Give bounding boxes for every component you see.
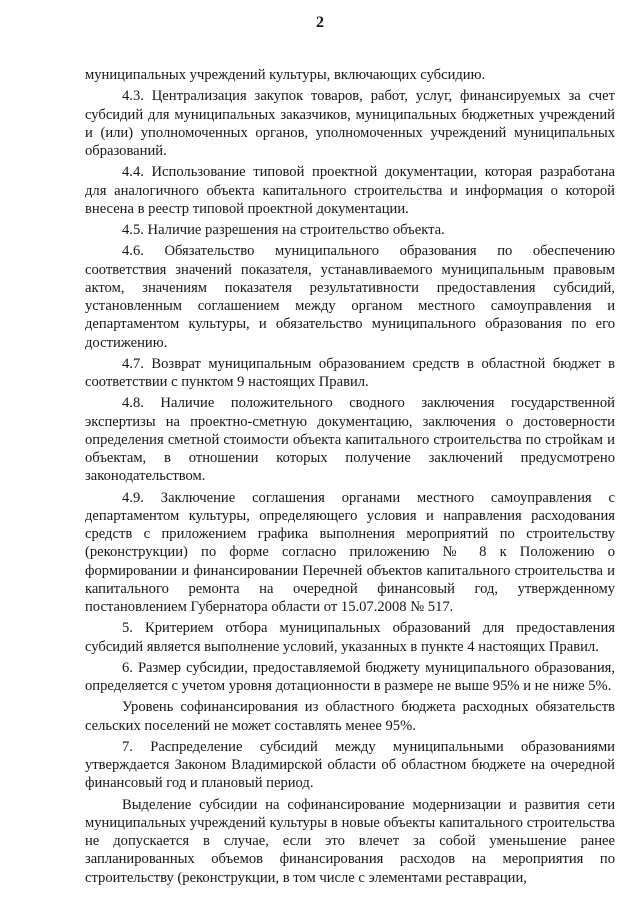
document-body <box>85 66 615 890</box>
page-number: 2 <box>316 14 324 31</box>
paragraph-6-cofinancing: Уровень софинансирования из областного бюджета расходных обязательств сельских поселений не может составлять менее 95%. <box>85 699 615 734</box>
paragraph-4-5: 4.5. Наличие разрешения на строительство объекта. <box>122 222 445 238</box>
paragraph-4-4: 4.4. Использование типовой проектной документации, которая разработана для аналогичного объекта капитального строительства и информация о которой внесена в реестр типовой проектной документации. <box>85 164 615 217</box>
paragraph-4-6: 4.6. Обязательство муниципального образования по обеспечению соответствия значений показателя, устанавливаемого муниципальным правовым актом, значениям показателя результативности предоставления субсидий, установленным соглашением между органом местного самоуправления и департаментом культуры, и обязательство муниципального образования по его достижению. <box>85 243 615 351</box>
paragraph-4-7: 4.7. Возврат муниципальным образованием средств в областной бюджет в соответствии с пунктом 9 настоящих Правил. <box>85 355 615 390</box>
paragraph-7: 7. Распределение субсидий между муниципальными образованиями утверждается Законом Владимирской области об областном бюджете на очередной финансовый год и плановый период. <box>85 738 615 792</box>
paragraph-7-allocation: Выделение субсидии на софинансирование модернизации и развития сети муниципальных учреждений культуры в новые объекты капитального строительства не допускается в случае, если это влечет за собой уменьшение ранее запланированных объемов финансирования расходов на мероприятия по строительству (реконструкции, в том числе с элементами реставрации, <box>85 796 615 886</box>
paragraph-4-9: 4.9. Заключение соглашения органами местного самоуправления с департаментом культуры, определяющего условия и направления расходования средств с приложением графика выполнения мероприятий по строительству (реконструкции) по форме согласно приложению № 8 к Положению о формировании и финансировании Перечней объектов капитального строительства и капитального ремонта на очередной финансовый год, утвержденному постановлением Губернатора области от 15.07.2008 № 517. <box>85 489 615 615</box>
paragraph-4-3: 4.3. Централизация закупок товаров, работ, услуг, финансируемых за счет субсидий для муниципальных заказчиков, муниципальных бюджетных учреждений и (или) уполномоченных органов, уполномоченных учреждений муниципальных образований. <box>85 88 615 159</box>
paragraph-4-8: 4.8. Наличие положительного сводного заключения государственной экспертизы на проектно-сметную документацию, заключения о достоверности определения сметной стоимости объекта капитального строительства по стройкам и объектам, в отношении которых получение заключений предусмотрено законодательством. <box>85 395 615 485</box>
paragraph-6: 6. Размер субсидии, предоставляемой бюджету муниципального образования, определяется с учетом уровня дотационности в размере не выше 95% и не ниже 5%. <box>85 659 615 694</box>
paragraph-continuation: муниципальных учреждений культуры, включающих субсидию. <box>85 67 486 83</box>
paragraph-5: 5. Критерием отбора муниципальных образований для предоставления субсидий является выполнение условий, указанных в пункте 4 настоящих Правил. <box>85 620 615 655</box>
